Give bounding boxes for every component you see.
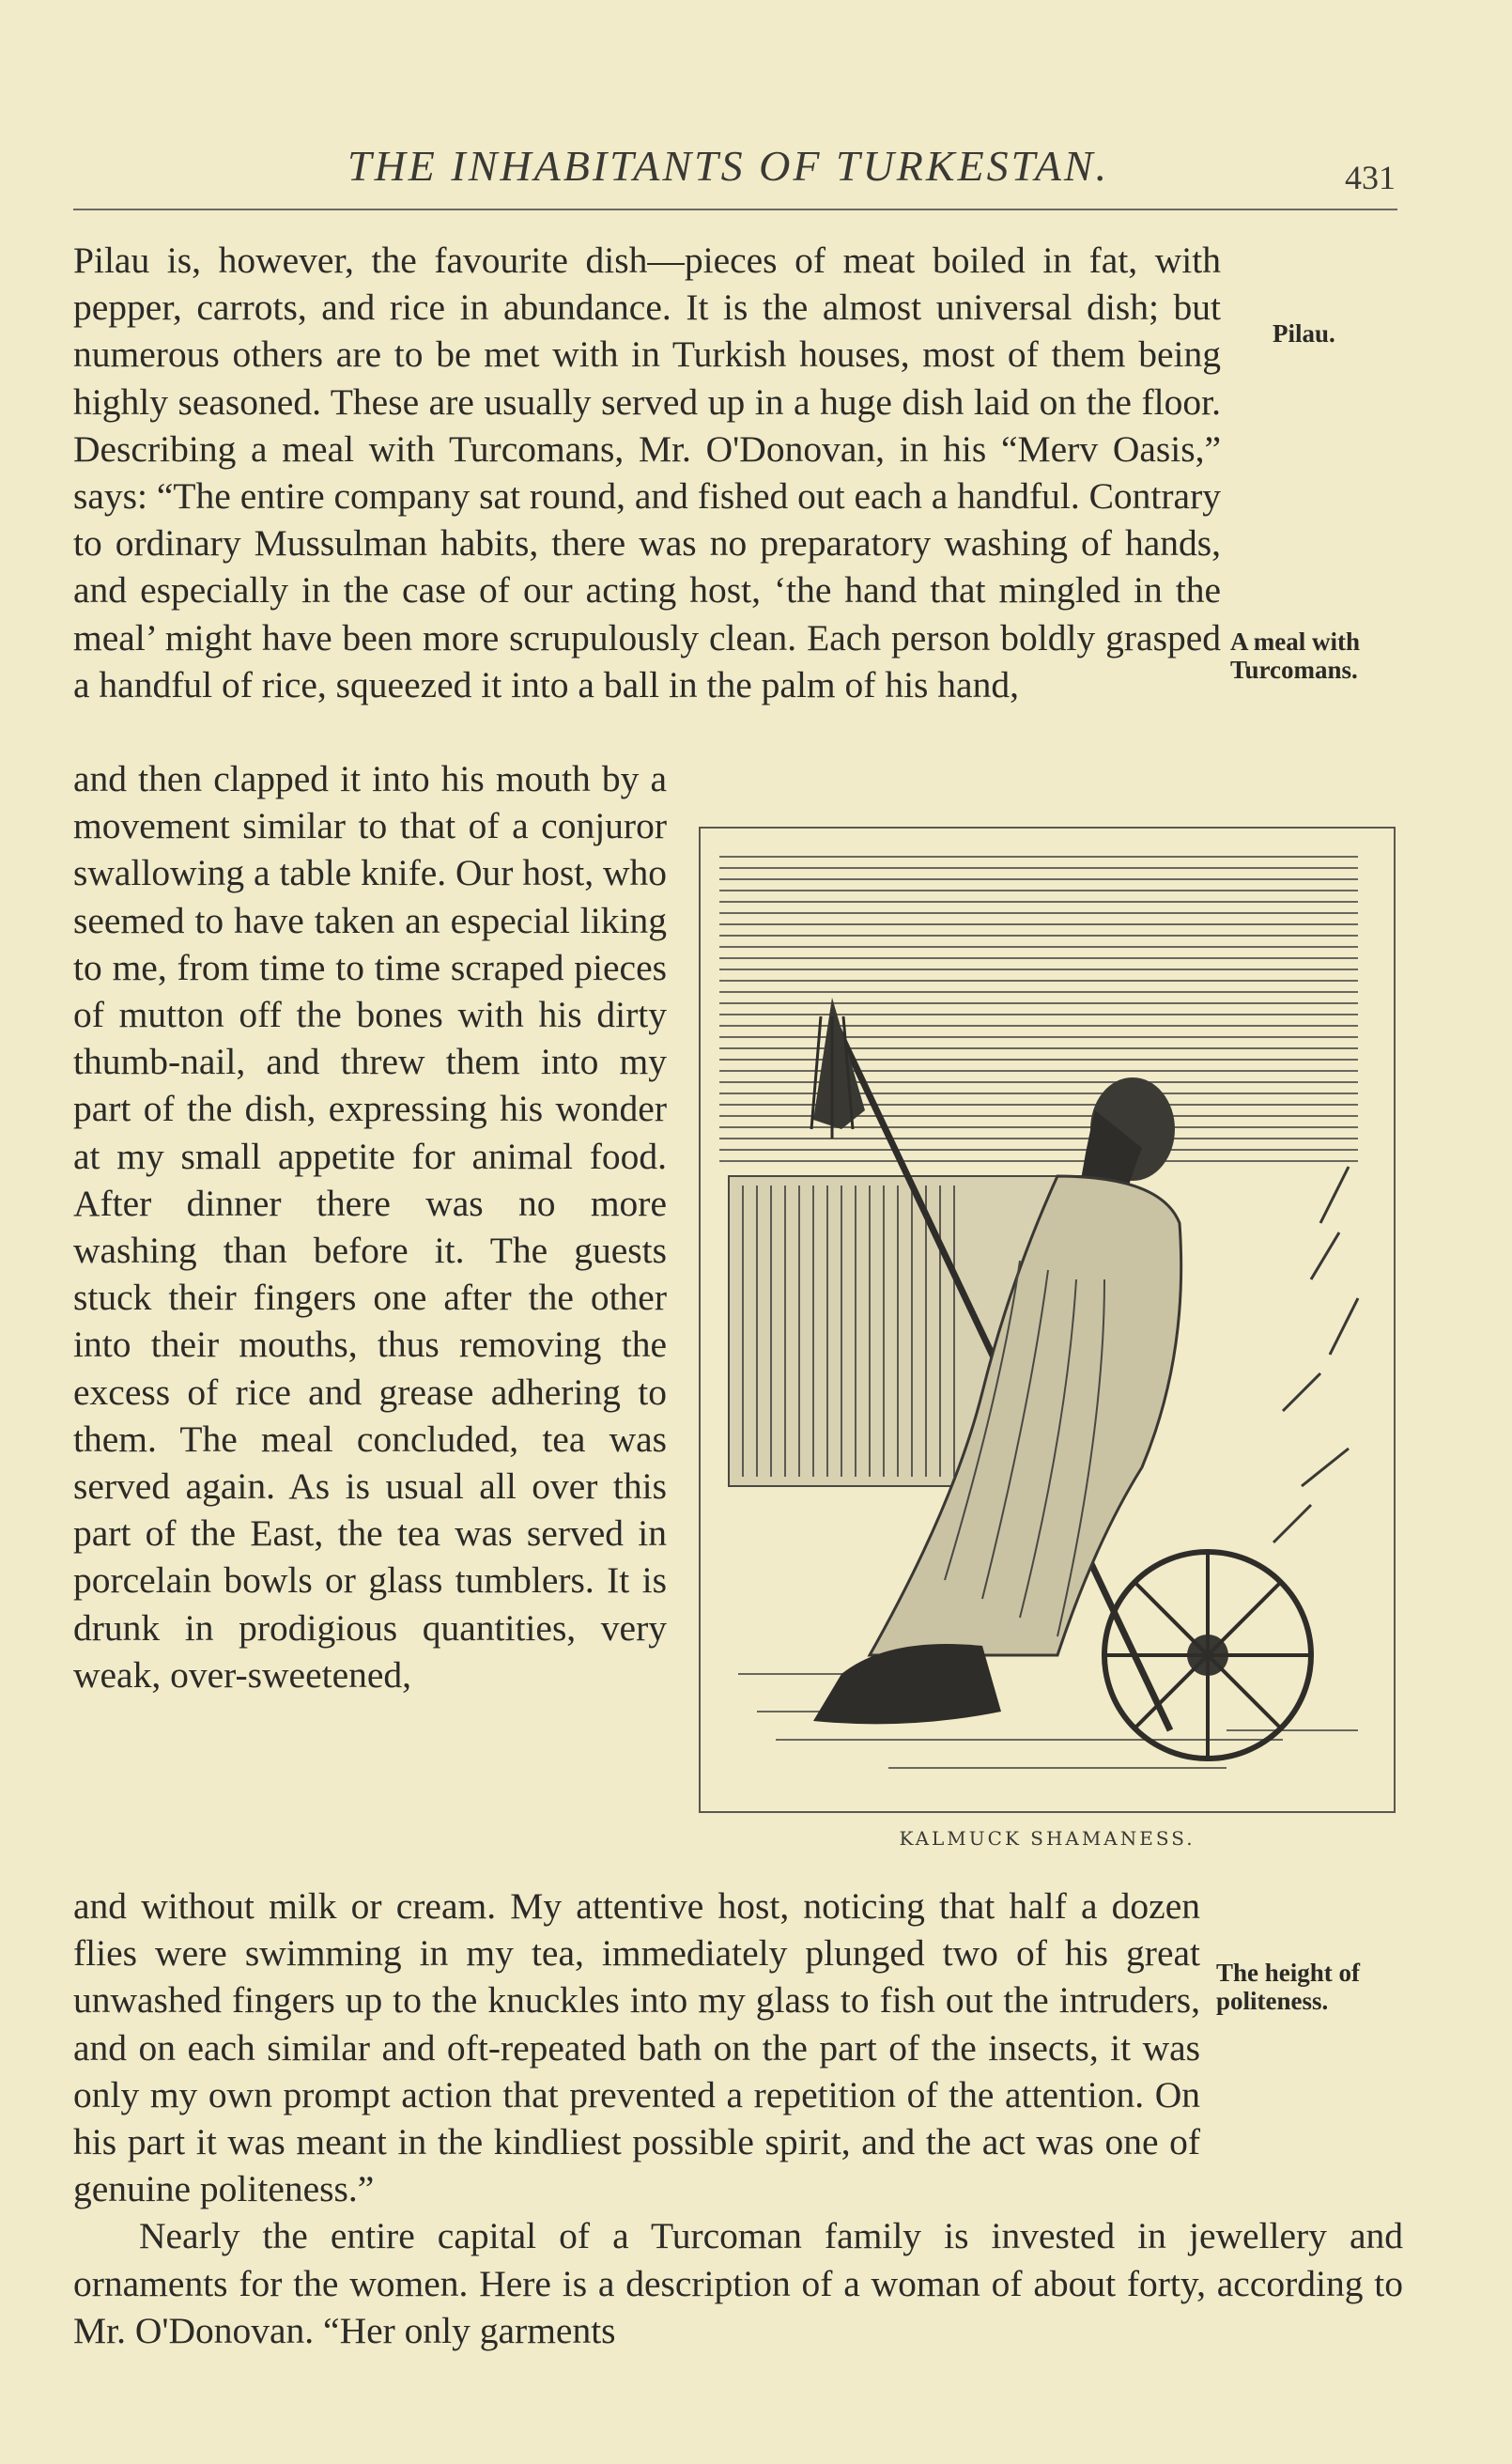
- illustration-kalmuck-shamaness: [699, 827, 1396, 1813]
- paragraph-flies: and without milk or cream. My attentive host, noticing that half a dozen flies were swimming in my tea, immediately plunged two of his great unwashed fingers up to the knuckles into my glass to fish out the intruders, and on each similar and oft-repeated bath on the part of the insects, it was only my own prompt action that prevented a repetition of the attention. On his part it was meant in the kindliest possible spirit, and the act was one of genuine politeness.”: [73, 1885, 1200, 2210]
- paragraph-left-column: [73, 755, 667, 1698]
- margin-note-meal-with-turcomans: A meal with Turcomans.: [1230, 628, 1360, 684]
- header-rule: [73, 209, 1397, 210]
- margin-note-pilau: Pilau.: [1273, 319, 1335, 348]
- margin-note-height-of-politeness: The height of politeness.: [1216, 1959, 1361, 2015]
- paragraph-conjuror: and then clapped it into his mouth by a movement similar to that of a conjuror swallowing a table knife. Our host, who seemed to have taken an especial liking to me, from time to time scraped pieces of mutton off the bones with his dirty thumb-nail, and threw them into my part of the dish, expressing his wonder at my small appetite for animal food. After dinner there was no more washing than before it. The guests stuck their fingers one after the other into their mouths, thus removing the excess of rice and grease adhering to them. The meal concluded, tea was served again. As is usual all over this part of the East, the tea was served in porcelain bowls or glass tumblers. It is drunk in prodigious quantities, very weak, over-sweetened,: [73, 758, 667, 1696]
- page-number: 431: [1345, 159, 1396, 196]
- paragraph-pilau: Pilau is, however, the favourite dish—pieces of meat boiled in fat, with pepper, carrots, and rice in abundance. It is the almost universal dish; but numerous others are to be met with in Turkish houses, most of them being highly seasoned. These are usually served up in a huge dish laid on the floor. Describing a meal with Turcomans, Mr. O'Donovan, in his “Merv Oasis,” says: “The entire company sat round, and fished out each a handful. Contrary to ordinary Mussulman habits, there was no preparatory washing of hands, and especially in the case of our acting host, ‘the hand that mingled in the meal’ might have been more scrupulously clean. Each person boldly grasped a handful of rice, squeezed it into a ball in the palm of his hand,: [73, 240, 1221, 705]
- figure-caption: KALMUCK SHAMANESS.: [899, 1827, 1196, 1850]
- paragraph-top: [73, 237, 1221, 708]
- paragraph-jewellery: Nearly the entire capital of a Turcoman family is invested in jewellery and ornaments for the women. Here is a description of a woman of about forty, according to Mr. O'Donovan. “Her only garments: [73, 2215, 1403, 2351]
- paragraph-bottom: [73, 1883, 1403, 2354]
- running-title: THE INHABITANTS OF TURKESTAN.: [347, 142, 1110, 190]
- engraving-drawing: [701, 829, 1394, 1811]
